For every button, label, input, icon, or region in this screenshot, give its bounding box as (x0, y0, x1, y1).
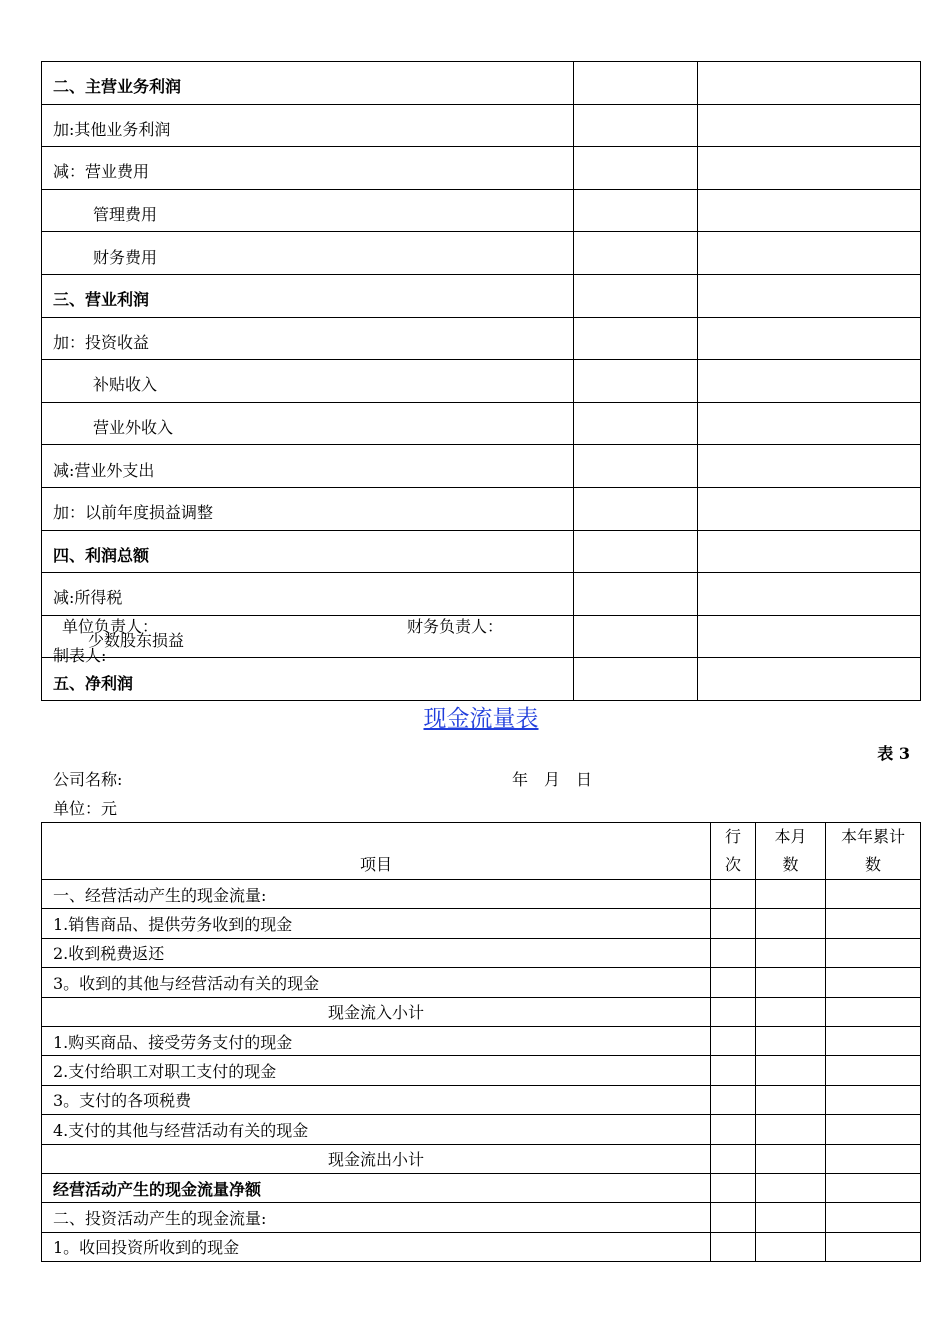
line-no-cell[interactable] (711, 938, 756, 967)
unit-label: 单位：元 (53, 799, 118, 818)
table-row (42, 147, 921, 190)
current-amount-cell[interactable] (574, 189, 698, 232)
line-no-cell[interactable] (711, 968, 756, 997)
table-row (42, 573, 921, 616)
ytd-amount-cell[interactable] (826, 1144, 921, 1173)
header-month-line1: 本月 (774, 827, 807, 846)
table-row (42, 968, 921, 997)
table-row (42, 1115, 921, 1144)
row-label: 营业外收入 (42, 402, 574, 445)
ytd-amount-cell[interactable] (826, 880, 921, 909)
row-label: 加：投资收益 (42, 317, 574, 360)
prior-amount-cell[interactable] (698, 445, 921, 488)
finance-head-signature-label: 财务负责人： (407, 617, 504, 636)
row-label: 二、投资活动产生的现金流量: (42, 1203, 711, 1232)
table-row (42, 880, 921, 909)
row-label: 4.支付的其他与经营活动有关的现金 (42, 1115, 711, 1144)
row-label: 少数股东损益 (42, 615, 574, 658)
prior-amount-cell[interactable] (698, 317, 921, 360)
line-no-cell[interactable] (711, 1173, 756, 1202)
ytd-amount-cell[interactable] (826, 1232, 921, 1261)
month-amount-cell[interactable] (756, 997, 826, 1026)
prior-amount-cell[interactable] (698, 658, 921, 701)
table-row (42, 402, 921, 445)
month-amount-cell[interactable] (756, 880, 826, 909)
header-month (756, 823, 826, 880)
month-amount-cell[interactable] (756, 1115, 826, 1144)
ytd-amount-cell[interactable] (826, 1115, 921, 1144)
table-row (42, 445, 921, 488)
ytd-amount-cell[interactable] (826, 1203, 921, 1232)
table-row (42, 360, 921, 403)
row-label: 3。支付的各项税费 (42, 1085, 711, 1114)
table-row (42, 938, 921, 967)
row-label: 减：营业费用 (42, 147, 574, 190)
ytd-amount-cell[interactable] (826, 1056, 921, 1085)
prior-amount-cell[interactable] (698, 530, 921, 573)
row-label: 现金流出小计 (42, 1144, 711, 1173)
current-amount-cell[interactable] (574, 402, 698, 445)
row-label: 2.收到税费返还 (42, 938, 711, 967)
line-no-cell[interactable] (711, 1203, 756, 1232)
line-no-cell[interactable] (711, 997, 756, 1026)
month-amount-cell[interactable] (756, 1144, 826, 1173)
ytd-amount-cell[interactable] (826, 909, 921, 938)
month-amount-cell[interactable] (756, 1085, 826, 1114)
prior-amount-cell[interactable] (698, 189, 921, 232)
company-name-label: 公司名称: (53, 770, 123, 789)
current-amount-cell[interactable] (574, 573, 698, 616)
line-no-cell[interactable] (711, 1026, 756, 1055)
table-row (42, 62, 921, 105)
row-label: 减:所得税 (42, 573, 574, 616)
header-ytd (826, 823, 921, 880)
table-row (42, 317, 921, 360)
month-amount-cell[interactable] (756, 1056, 826, 1085)
month-amount-cell[interactable] (756, 1203, 826, 1232)
prior-amount-cell[interactable] (698, 104, 921, 147)
table-row (42, 232, 921, 275)
table-row (42, 1232, 921, 1261)
header-line-no-line2: 次 (724, 855, 741, 874)
row-label: 1.购买商品、接受劳务支付的现金 (42, 1026, 711, 1055)
month-amount-cell[interactable] (756, 968, 826, 997)
ytd-amount-cell[interactable] (826, 968, 921, 997)
line-no-cell[interactable] (711, 1115, 756, 1144)
table-row (42, 189, 921, 232)
current-amount-cell[interactable] (574, 658, 698, 701)
current-amount-cell[interactable] (574, 615, 698, 658)
current-amount-cell[interactable] (574, 274, 698, 317)
line-no-cell[interactable] (711, 1085, 756, 1114)
ytd-amount-cell[interactable] (826, 1085, 921, 1114)
row-label: 二、主营业务利润 (42, 62, 574, 105)
row-label: 管理费用 (42, 189, 574, 232)
header-ytd-line1: 本年累计 (840, 827, 905, 846)
prior-amount-cell[interactable] (698, 274, 921, 317)
row-label: 补贴收入 (42, 360, 574, 403)
current-amount-cell[interactable] (574, 317, 698, 360)
cash-flow-body (42, 823, 921, 1262)
table-row (42, 104, 921, 147)
table-row (42, 909, 921, 938)
table-row (42, 997, 921, 1026)
month-amount-cell[interactable] (756, 938, 826, 967)
header-item-label: 项目 (359, 855, 392, 874)
line-no-cell[interactable] (711, 1232, 756, 1261)
row-label: 一、经营活动产生的现金流量: (42, 880, 711, 909)
row-label: 减:营业外支出 (42, 445, 574, 488)
row-label: 3。收到的其他与经营活动有关的现金 (42, 968, 711, 997)
row-label: 现金流入小计 (42, 997, 711, 1026)
prior-amount-cell[interactable] (698, 232, 921, 275)
prior-amount-cell[interactable] (698, 360, 921, 403)
table-row (42, 658, 921, 701)
table-number: 表 3 (877, 744, 910, 763)
prior-amount-cell[interactable] (698, 402, 921, 445)
month-amount-cell[interactable] (756, 1173, 826, 1202)
current-amount-cell[interactable] (574, 232, 698, 275)
current-amount-cell[interactable] (574, 530, 698, 573)
current-amount-cell[interactable] (574, 104, 698, 147)
prior-amount-cell[interactable] (698, 487, 921, 530)
month-amount-cell[interactable] (756, 1026, 826, 1055)
row-label: 四、利润总额 (42, 530, 574, 573)
table-row (42, 274, 921, 317)
ytd-amount-cell[interactable] (826, 997, 921, 1026)
header-line-no-line1: 行 (724, 827, 741, 846)
prior-amount-cell[interactable] (698, 147, 921, 190)
prior-amount-cell[interactable] (698, 62, 921, 105)
cash-flow-table (41, 822, 921, 1262)
prior-amount-cell[interactable] (698, 573, 921, 616)
ytd-amount-cell[interactable] (826, 1173, 921, 1202)
unit-head-signature-label: 单位负责人： (62, 617, 159, 636)
line-no-cell[interactable] (711, 909, 756, 938)
current-amount-cell[interactable] (574, 445, 698, 488)
preparer-signature-label: 制表人: (53, 646, 107, 665)
cash-flow-title[interactable]: 现金流量表 (423, 706, 539, 732)
row-label: 1。收回投资所收到的现金 (42, 1232, 711, 1261)
table-row (42, 1203, 921, 1232)
table-row (42, 1056, 921, 1085)
table-row (42, 1026, 921, 1055)
ytd-amount-cell[interactable] (826, 1026, 921, 1055)
current-amount-cell[interactable] (574, 360, 698, 403)
row-label: 五、净利润 (42, 658, 574, 701)
table-row (42, 1173, 921, 1202)
date-label: 年 月 日 (512, 770, 593, 789)
month-amount-cell[interactable] (756, 909, 826, 938)
table-row (42, 1144, 921, 1173)
row-label: 三、营业利润 (42, 274, 574, 317)
header-ytd-line2: 数 (864, 855, 881, 874)
current-amount-cell[interactable] (574, 62, 698, 105)
row-label: 1.销售商品、提供劳务收到的现金 (42, 909, 711, 938)
header-item (42, 823, 711, 880)
line-no-cell[interactable] (711, 1144, 756, 1173)
line-no-cell[interactable] (711, 1056, 756, 1085)
header-month-line2: 数 (782, 855, 799, 874)
current-amount-cell[interactable] (574, 147, 698, 190)
table-row (42, 487, 921, 530)
row-label: 经营活动产生的现金流量净额 (42, 1173, 711, 1202)
month-amount-cell[interactable] (756, 1232, 826, 1261)
line-no-cell[interactable] (711, 880, 756, 909)
row-label: 财务费用 (42, 232, 574, 275)
cash-flow-header-row (42, 823, 921, 880)
header-line-no (711, 823, 756, 880)
current-amount-cell[interactable] (574, 487, 698, 530)
income-statement-body (42, 62, 921, 701)
row-label: 加：以前年度损益调整 (42, 487, 574, 530)
table-row (42, 530, 921, 573)
prior-amount-cell[interactable] (698, 615, 921, 658)
ytd-amount-cell[interactable] (826, 938, 921, 967)
income-statement-table (41, 61, 921, 701)
row-label: 2.支付给职工对职工支付的现金 (42, 1056, 711, 1085)
table-row (42, 1085, 921, 1114)
row-label: 加:其他业务利润 (42, 104, 574, 147)
